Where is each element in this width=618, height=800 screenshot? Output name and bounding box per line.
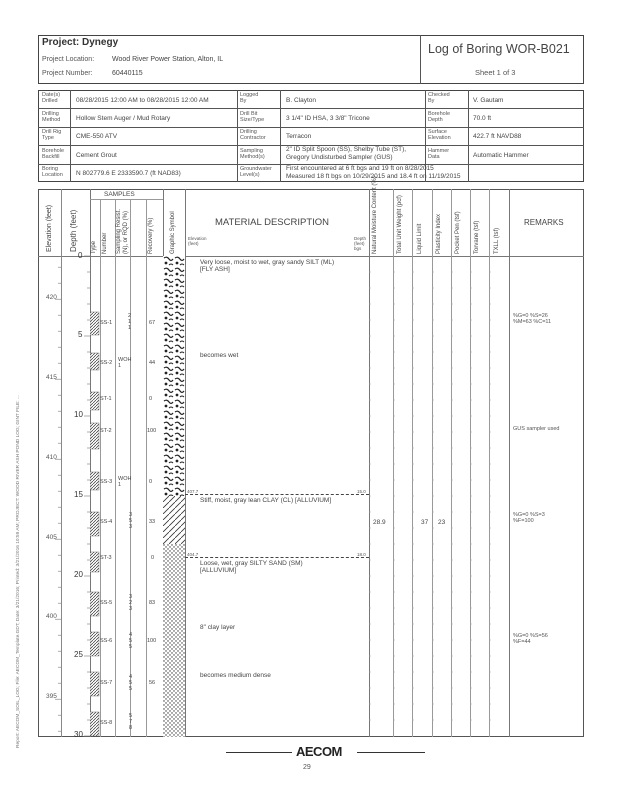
page-number: 29 [303, 764, 311, 771]
depth-tick: 0 [78, 251, 83, 260]
remark-gradation: %G=0 %S=3 %F=100 [513, 512, 545, 524]
samples-header: SAMPLES [104, 191, 135, 198]
rqd-label: (N), or RQD (%) [123, 211, 129, 254]
groundwater-value: First encountered at 6 ft bgs and 19 ft on 8/28/2015 Measured 18 ft bgs on 10/29/2015 and 18.4 ft on 11/19/2015 [286, 165, 461, 180]
description-medium-dense: becomes medium dense [200, 672, 271, 679]
remark-gus-sampler: GUS sampler used [513, 426, 560, 432]
sample-blows: 5 7 8 [129, 713, 133, 731]
description-becomes-wet: becomes wet [200, 352, 239, 359]
depth-sub-label: Depth (feet) bgs [354, 236, 367, 251]
sample-recovery: 67 [149, 320, 156, 326]
depth-tick: 25 [74, 650, 83, 659]
depth-tick: 20 [74, 570, 83, 579]
project-location-label: Project Location: [42, 56, 95, 63]
txll-column-label: TXLL (tsf) [494, 227, 500, 254]
sample-id: SS-8 [100, 720, 113, 726]
contractor-value: Terracon [286, 133, 312, 140]
sample-id: SS-6 [100, 638, 113, 644]
clay-symbol [163, 496, 185, 544]
depth-tick: 10 [74, 410, 83, 419]
elevation-tick: 395 [46, 693, 57, 700]
description-fly-ash: Very loose, moist to wet, gray sandy SILT (ML) [FLY ASH] [200, 259, 335, 273]
sample-id: ST-1 [100, 396, 112, 402]
sample-recovery: 0 [149, 396, 153, 402]
moisture-column-label: Natural Moisture Content (%) [372, 176, 378, 254]
plasticity-index-value: 23 [438, 519, 446, 526]
sample-recovery: 56 [149, 680, 156, 686]
depth-tick: 5 [78, 330, 83, 339]
sample-id: SS-7 [100, 680, 113, 686]
graphic-column-label: Graphic Symbol [170, 211, 176, 254]
method-label: Drilling Method [42, 111, 61, 123]
surface-elev-label: Surface Elevation [428, 129, 451, 141]
liquid-limit-value: 37 [421, 519, 429, 526]
elevation-tick: 415 [46, 374, 57, 381]
remark-gradation: %G=0 %S=56 %F=44 [513, 633, 548, 645]
hammer-label: Hammer Data [428, 148, 450, 160]
sample-id: ST-2 [100, 428, 112, 434]
total-depth-label: Borehole Depth [428, 111, 451, 123]
sample-recovery: 83 [149, 600, 156, 606]
sample-id: ST-3 [100, 555, 112, 561]
sample-blows: 2 1 1 [128, 313, 132, 331]
rig-label: Drill Rig Type [42, 129, 62, 141]
remark-gradation: %G=0 %S=26 %M=63 %C=11 [513, 313, 552, 325]
project-number-label: Project Number: [42, 70, 93, 77]
elevation-tick: 420 [46, 294, 57, 301]
checked-label: Checked By [428, 92, 450, 104]
sample-id: SS-1 [100, 320, 113, 326]
logged-value: B. Clayton [286, 97, 316, 104]
project-number: 60440115 [112, 70, 143, 77]
sample-recovery: 44 [149, 360, 156, 366]
backfill-value: Cement Grout [76, 152, 117, 159]
description-silty-sand: Loose, wet, gray SILTY SAND (SM) [ALLUVIUM] [200, 560, 303, 574]
backfill-label: Borehole Backfill [42, 148, 65, 160]
sample-id: SS-4 [100, 519, 113, 525]
sample-blows: 3 2 3 [129, 594, 133, 612]
elevation-sub-label: Elevation (feet) [188, 236, 207, 246]
strata-elevation: 407.7 [187, 489, 199, 494]
sample-blows: 3 5 3 [129, 512, 133, 530]
surface-elev-value: 422.7 ft NAVD88 [473, 133, 522, 140]
aecom-logo: AECOM [296, 744, 342, 759]
sample-recovery: 100 [147, 428, 157, 434]
sample-blows: WOH 1 [118, 357, 132, 369]
number-column-label: Number [102, 232, 108, 254]
sample-id: SS-3 [100, 479, 113, 485]
moisture-value: 28.9 [373, 519, 386, 526]
project-location: Wood River Power Station, Alton, IL [112, 56, 224, 63]
sample-recovery: 33 [149, 519, 156, 525]
silty-sand-symbol [163, 544, 185, 737]
logged-label: Logged By [240, 92, 259, 104]
sample-blows: WOH 1 [118, 476, 132, 488]
elevation-tick: 400 [46, 613, 57, 620]
sample-recovery: 0 [151, 555, 155, 561]
sample-id: SS-2 [100, 360, 113, 366]
strata-depth: 15.0 [357, 489, 366, 494]
pocket-pen-column-label: Pocket Pen (tsf) [455, 211, 461, 254]
plasticity-column-label: Plasticity Index [436, 213, 442, 254]
boring-location-label: Boring Location [42, 166, 63, 178]
log-title: Log of Boring WOR-B021 [428, 42, 570, 56]
report-side-text: Report: AECOM_SOIL_LOG; File: AECOM_Template.GDT; Date: 3/21/2016; Printed: 3/21/2016 10:59 AM; PROJECT: WOOD RIVER ASH POND LOG; GINT FILE: ... [16, 395, 21, 748]
sample-blows: 4 5 5 [129, 674, 133, 692]
sample-type-markers [90, 256, 100, 737]
liquid-limit-column-label: Liquid Limit [417, 223, 423, 254]
material-description-header: MATERIAL DESCRIPTION [215, 217, 330, 228]
depth-tick: 30 [74, 730, 83, 739]
dates-label: Date(s) Drilled [42, 92, 61, 104]
unit-weight-column-label: Total Unit Weight (pcf) [397, 195, 403, 254]
sample-id: SS-5 [100, 600, 113, 606]
strata-boundary [185, 494, 369, 495]
project-title: Project: Dynegy [42, 37, 119, 48]
torvane-column-label: Torvane (tsf) [474, 220, 480, 254]
total-depth-value: 70.0 ft [473, 115, 492, 122]
sample-blows: 4 5 5 [129, 632, 133, 650]
elevation-tick: 405 [46, 534, 57, 541]
sample-recovery: 100 [147, 638, 157, 644]
remarks-header: REMARKS [524, 218, 564, 227]
strata-elevation: 404.7 [187, 552, 199, 557]
boring-location-value: N 802779.6 E 2333590.7 (ft NAD83) [76, 170, 181, 177]
dates-value: 08/28/2015 12:00 AM to 08/28/2015 12:00 AM [76, 97, 209, 104]
depth-tick: 15 [74, 490, 83, 499]
contractor-label: Drilling Contractor [240, 129, 266, 141]
rig-value: CME-550 ATV [76, 133, 118, 140]
elevation-column-label: Elevation (feet) [46, 204, 53, 252]
sampling-label: Sampling Method(s) [240, 148, 265, 160]
graphic-symbol-column [163, 256, 185, 737]
sampling-value: 2" ID Split Spoon (SS), Shelby Tube (ST), Gregory Undisturbed Sampler (GUS) [286, 146, 407, 161]
bit-value: 3 1/4" ID HSA, 3 3/8" Tricone [286, 115, 370, 122]
fly-ash-symbol [163, 256, 185, 496]
sample-recovery: 0 [149, 479, 153, 485]
bit-label: Drill Bit Size/Type [240, 111, 265, 123]
sheet-number: Sheet 1 of 3 [475, 68, 516, 77]
hammer-value: Automatic Hammer [473, 152, 529, 159]
description-clay-layer: 8" clay layer [200, 624, 236, 631]
type-column-label: Type [91, 240, 97, 254]
depth-column-label: Depth (feet) [69, 209, 78, 252]
method-value: Hollow Stem Auger / Mud Rotary [76, 115, 171, 122]
description-clay: Stiff, moist, gray lean CLAY (CL) [ALLUVIUM] [200, 497, 332, 504]
sampling-resist-label: Sampling Resist. [116, 208, 122, 254]
groundwater-label: Groundwater Level(s) [240, 166, 272, 178]
checked-value: V. Gautam [473, 97, 504, 104]
elevation-tick: 410 [46, 454, 57, 461]
strata-boundary [185, 557, 369, 558]
strata-depth: 18.0 [357, 552, 366, 557]
recovery-column-label: Recovery (%) [148, 217, 154, 254]
